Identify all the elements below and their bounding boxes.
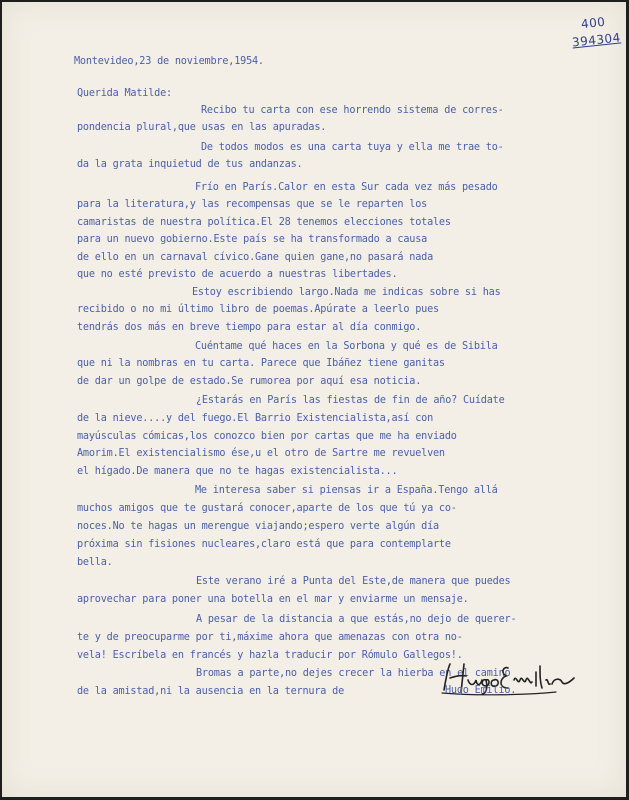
letter-line: tendrás dos más en breve tiempo para estar al día conmigo. [77,322,422,333]
archive-catalog-number: 394304 [571,30,622,50]
letter-line: de la amistad,ni la ausencia en la ternura de [77,686,345,697]
letter-line: próxima sin fisiones nucleares,claro está que para contemplarte [77,539,451,550]
letter-line: vela! Escríbela en francés y hazla traducir por Rómulo Gallegos!. [77,650,463,661]
archive-number: 400 [580,14,607,32]
letter-line: Cuéntame qué haces en la Sorbona y qué es de Sibila [195,341,498,352]
letter-line: de dar un golpe de estado.Se rumorea por aquí esa noticia. [77,376,422,387]
letter-line: recibido o no mi último libro de poemas.Apúrate a leerlo pues [77,304,439,315]
letter-line: De todos modos es una carta tuya y ella me trae to- [201,142,504,153]
typed-signature: Hugo Emilio. [445,685,517,696]
letter-line: Estoy escribiendo largo.Nada me indicas sobre si has [192,287,501,298]
letter-line: para la literatura,y las recompensas que se le reparten los [77,199,428,210]
letter-line: que ni la nombras en tu carta. Parece que Ibáñez tiene ganitas [77,358,445,369]
letter-line: A pesar de la distancia a que estás,no dejo de querer- [196,614,517,625]
letter-line: el hígado.De manera que no te hagas existencialista... [77,466,398,477]
letter-line: te y de preocuparme por ti,máxime ahora que amenazas con otra no- [77,632,463,643]
letter-line: que no esté previsto de acuerdo a nuestras libertades. [77,269,398,280]
letter-line: para un nuevo gobierno.Este país se ha transformado a causa [77,234,428,245]
letter-salutation: Querida Matilde: [77,88,172,99]
letter-line: camaristas de nuestra política.El 28 tenemos elecciones totales [77,217,451,228]
letter-line: ¿Estarás en París las fiestas de fin de año? Cuídate [196,395,505,406]
letter-line: mayúsculas cómicas,los conozco bien por cartas que me ha enviado [77,431,457,442]
letter-line: muchos amigos que te gustará conocer,aparte de los que tú ya co- [77,503,457,514]
letter-line: de la nieve....y del fuego.El Barrio Existencialista,así con [77,413,434,424]
letter-line: Este verano iré a Punta del Este,de manera que puedes [196,576,511,587]
letter-line: Amorim.El existencialismo ése,u el otro de Sartre me revuelven [77,448,445,459]
letter-line: noces.No te hagas un merengue viajando;espero verte algún día [77,521,439,532]
letter-line: Me interesa saber si piensas ir a España.Tengo allá [195,485,498,496]
letter-page [2,2,626,797]
letter-line: Frío en París.Calor en esta Sur cada vez más pesado [195,182,498,193]
letter-date: Montevideo,23 de noviembre,1954. [74,56,264,67]
letter-line: da la grata inquietud de tus andanzas. [77,159,303,170]
letter-line: Recibo tu carta con ese horrendo sistema de corres- [201,105,504,116]
letter-line: Bromas a parte,no dejes crecer la hierba en el camino [196,668,511,679]
letter-line: pondencia plural,que usas en las apuradas. [77,122,327,133]
letter-line: aprovechar para poner una botella en el mar y enviarme un mensaje. [77,594,469,605]
letter-line: bella. [77,557,113,568]
letter-line: de ello en un carnaval cívico.Gane quien gane,no pasará nada [77,252,434,263]
